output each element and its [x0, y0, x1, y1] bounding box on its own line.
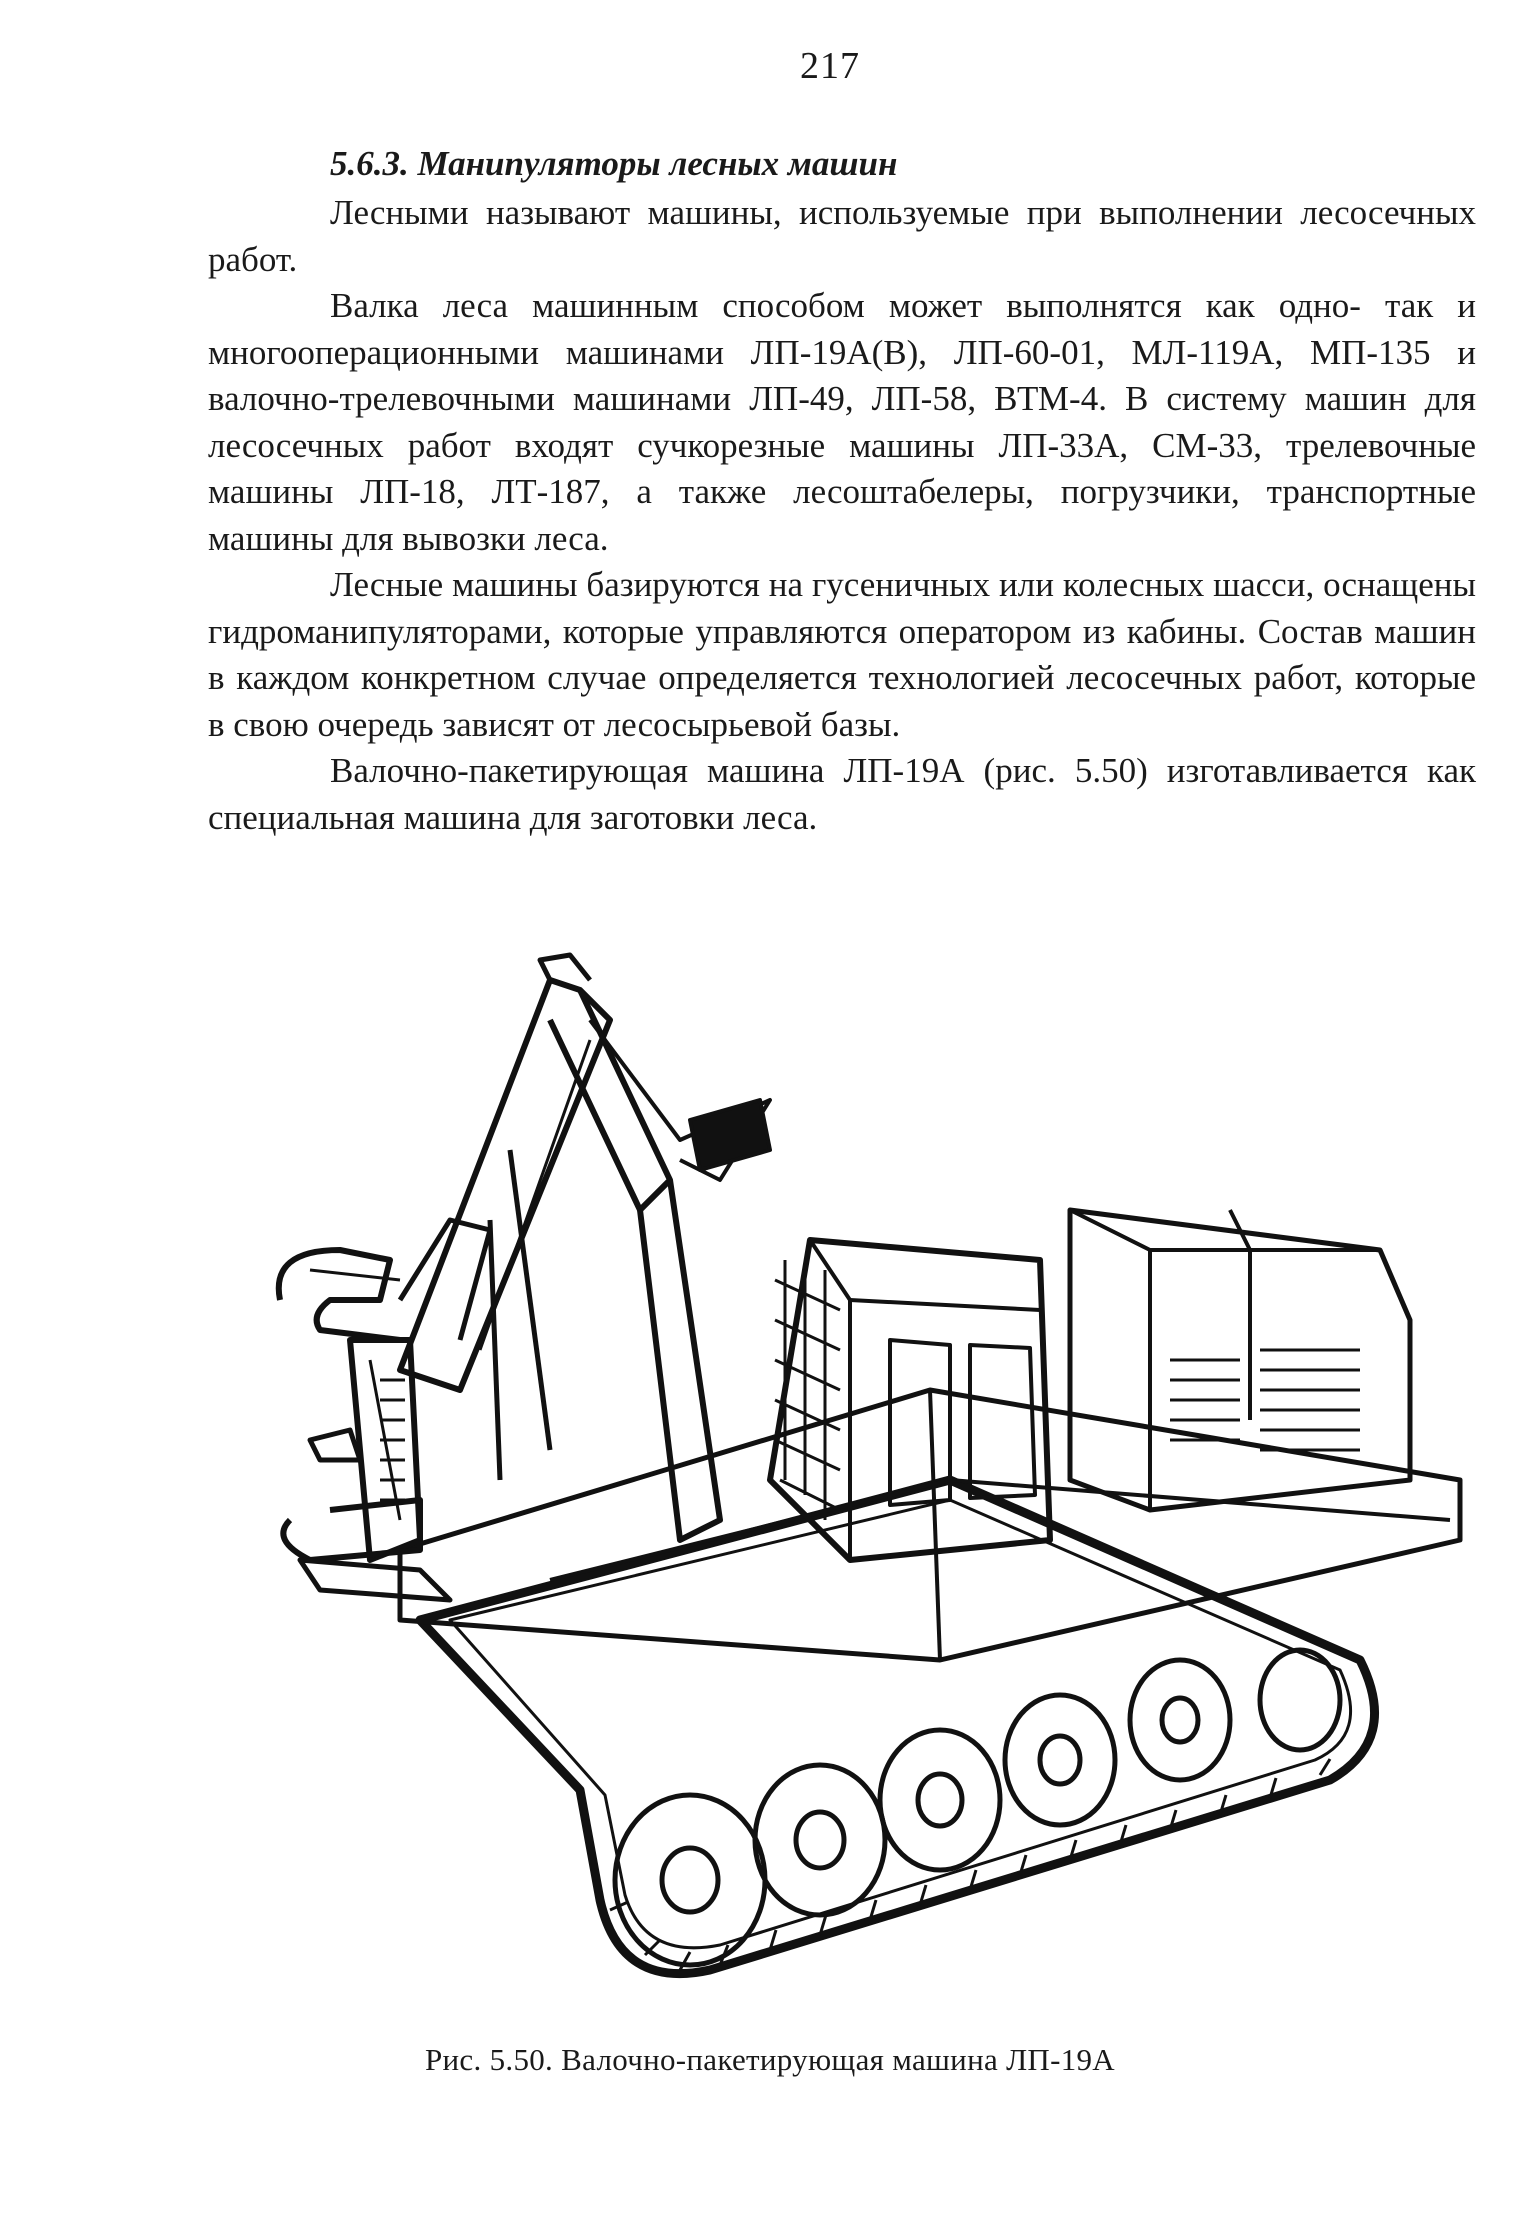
manipulator-boom [400, 955, 770, 1540]
text-body [208, 142, 1476, 841]
paragraph-2: Валка леса машинным способом может выполнятся как одно- так и многооперационными машинами ЛП-19А(В), ЛП-60-01, МЛ-119А, МП-135 и валочно-трелевочными машинами ЛП-49, ЛП-58, ВТМ-4. В систему машин для лесосечных работ входят сучкорезные машины ЛП-33А, СМ-33, трелевочные машины ЛП-18, ЛТ-187, а также лесоштабелеры, погрузчики, транспортные машины для вывозки леса. [208, 286, 1476, 558]
paragraph-4: Валочно-пакетирующая машина ЛП-19А (рис. 5.50) изготавливается как специальная машина для заготовки леса. [208, 751, 1476, 837]
machine-illustration [250, 920, 1490, 2010]
paragraph-3: Лесные машины базируются на гусеничных или колесных шасси, оснащены гидроманипуляторами, которые управляются оператором из кабины. Состав машин в каждом конкретном случае определяется технологией лесосечных работ, которые в свою очередь зависят от лесосырьевой базы. [208, 565, 1476, 744]
section-heading: 5.6.3. Манипуляторы лесных машин [330, 144, 898, 183]
page-number: 217 [800, 45, 860, 87]
paragraph-1: Лесными называют машины, используемые при выполнении лесосечных работ. [208, 193, 1476, 279]
felling-head [279, 1220, 490, 1600]
figure-caption: Рис. 5.50. Валочно-пакетирующая машина ЛП-19А [425, 2042, 1115, 2077]
